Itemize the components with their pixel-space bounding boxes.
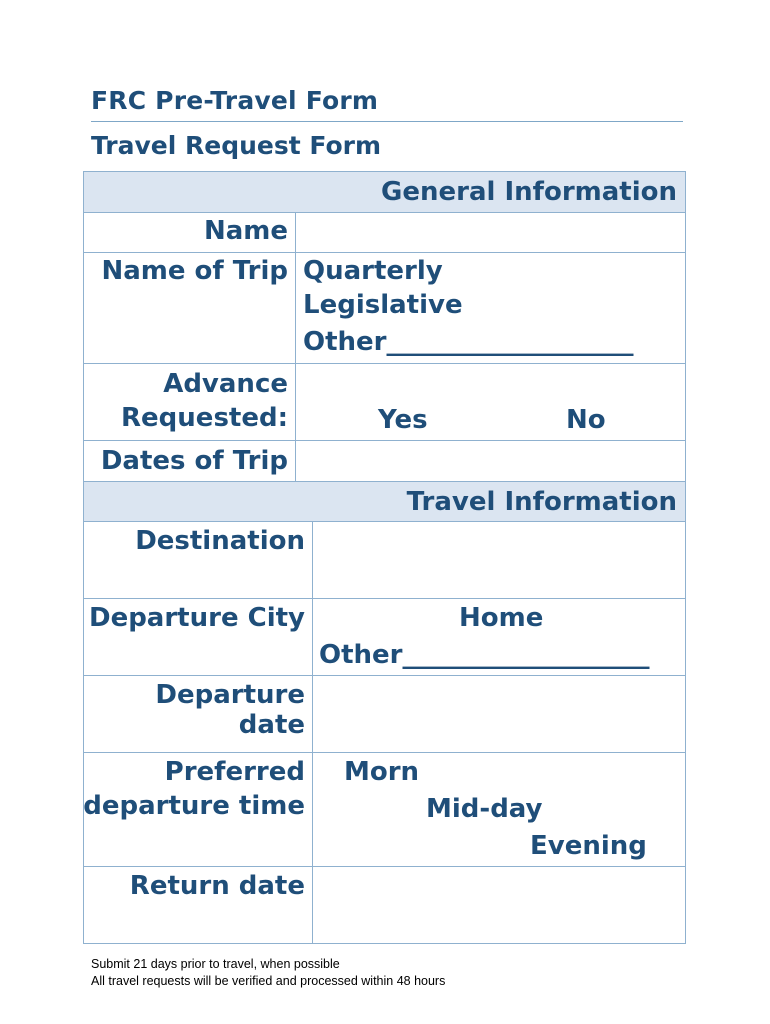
departure-date-label: Departure date — [84, 676, 313, 752]
preferred-time-label-line1: Preferred — [164, 757, 305, 787]
trip-row — [83, 253, 686, 364]
trip-option-quarterly[interactable]: Quarterly — [303, 256, 443, 286]
general-information-header — [83, 171, 686, 213]
footer-note-2: All travel requests will be verified and processed within 48 hours — [91, 974, 446, 988]
destination-field[interactable] — [313, 522, 685, 598]
return-date-field[interactable] — [313, 867, 685, 943]
trip-option-other[interactable]: Other___________________ — [303, 327, 634, 357]
time-midday-option[interactable]: Mid-day — [426, 794, 543, 824]
time-evening-option[interactable]: Evening — [530, 831, 647, 861]
preferred-time-row — [83, 753, 686, 867]
departure-city-options — [313, 599, 685, 675]
advance-row — [83, 364, 686, 441]
general-information-heading: General Information — [381, 177, 677, 207]
destination-label: Destination — [84, 522, 313, 598]
advance-yes-option[interactable]: Yes — [378, 405, 428, 435]
dates-row — [83, 441, 686, 482]
departure-home-option[interactable]: Home — [459, 603, 544, 633]
footer-note-1: Submit 21 days prior to travel, when possible — [91, 957, 340, 971]
form-title: FRC Pre-Travel Form — [91, 86, 379, 115]
dates-label: Dates of Trip — [84, 441, 296, 481]
name-label: Name — [84, 213, 296, 252]
title-divider — [91, 121, 683, 122]
advance-no-option[interactable]: No — [566, 405, 606, 435]
travel-information-header — [83, 481, 686, 522]
trip-label: Name of Trip — [84, 253, 296, 363]
name-row — [83, 213, 686, 253]
advance-label — [84, 364, 296, 440]
trip-option-legislative[interactable]: Legislative — [303, 290, 463, 320]
return-date-row — [83, 867, 686, 944]
travel-information-heading: Travel Information — [406, 486, 677, 517]
dates-field[interactable] — [296, 441, 685, 481]
departure-date-row — [83, 676, 686, 753]
name-field[interactable] — [296, 213, 685, 252]
departure-date-field[interactable] — [313, 676, 685, 752]
advance-options — [296, 364, 685, 440]
advance-label-line2: Requested: — [121, 403, 288, 433]
return-date-label: Return date — [84, 867, 313, 943]
departure-city-row — [83, 599, 686, 676]
time-morn-option[interactable]: Morn — [344, 757, 420, 787]
destination-row — [83, 522, 686, 599]
trip-options — [296, 253, 685, 363]
departure-city-label: Departure City — [84, 599, 313, 675]
preferred-time-label — [84, 753, 313, 866]
advance-label-line1: Advance — [163, 369, 288, 399]
preferred-time-options — [313, 753, 685, 866]
form-subtitle: Travel Request Form — [91, 131, 382, 160]
departure-other-option[interactable]: Other___________________ — [319, 640, 650, 670]
preferred-time-label-line2: departure time — [83, 791, 305, 821]
